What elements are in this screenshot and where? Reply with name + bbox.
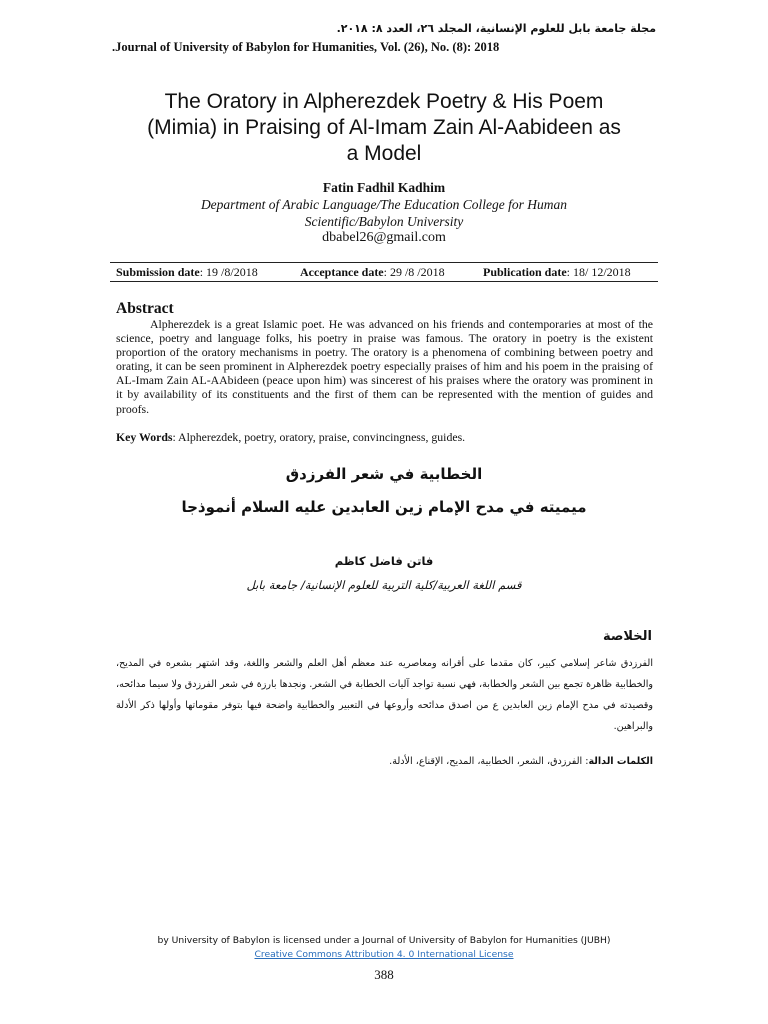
paper-title xyxy=(110,89,658,167)
arabic-keywords-text: : الفرزدق، الشعر، الخطابية، المديح، الإقناع، الأدلة. xyxy=(389,756,589,767)
page-number: 388 xyxy=(374,967,394,982)
acceptance-date-label: Acceptance date xyxy=(300,265,384,279)
title-line: (Mimia) in Praising of Al-Imam Zain Al-Aabideen as xyxy=(147,116,621,139)
abstract-heading: Abstract xyxy=(116,300,174,317)
publication-date xyxy=(483,263,631,281)
arabic-keywords-label: الكلمات الدالة xyxy=(588,756,653,767)
acceptance-date xyxy=(300,263,445,281)
affiliation-line: Scientific/Babylon University xyxy=(304,214,464,229)
title-line: The Oratory in Alpherezdek Poetry & His Poem xyxy=(164,90,604,113)
author-email: dbabel26@gmail.com xyxy=(322,230,446,245)
keywords-text: : Alpherezdek, poetry, oratory, praise, convincingness, guides. xyxy=(172,430,466,444)
arabic-author-name: فاتن فاضل كاظم xyxy=(334,554,434,568)
arabic-title-line1: الخطابية في شعر الفرزدق xyxy=(285,465,483,483)
submission-date xyxy=(116,263,258,281)
license-link[interactable]: Creative Commons Attribution 4. 0 International License xyxy=(254,949,514,960)
author-affiliation xyxy=(140,196,628,230)
license-text: by University of Babylon is licensed under a Journal of University of Babylon for Humanities (JUBH) xyxy=(157,935,611,946)
dates-bar xyxy=(110,262,658,282)
journal-header-arabic: مجلة جامعة بابل للعلوم الإنسانية، المجلد ٢٦، العدد ٨: ٢٠١٨. xyxy=(336,22,656,35)
author-name: Fatin Fadhil Kadhim xyxy=(322,180,446,195)
submission-date-value: : 19 /8/2018 xyxy=(199,265,258,279)
keywords-label: Key Words xyxy=(116,430,173,444)
arabic-abstract-body: الفرزدق شاعر إسلامي كبير، كان مقدما على أقرانه ومعاصريه عند معظم أهل العلم والشعر واللغة، وقد اشتهر بشعره في المديح، والخطابية ظاهرة تجمع بين الشعر والخطابة، فهي نسبة تواجد آليات الخطابة في الشعر. ونجدها بارزة في شعر الفرزدق ولا سيما مدائحه، وقصيدته في مدح الإمام زين العابدين ع من اصدق مدائحه وأروعها في التعبير والخطابية واضحة فيها بتوفر مقوماتها وأولها ذكر الأدلة والبراهين. xyxy=(116,658,653,732)
arabic-abstract-heading: الخلاصة xyxy=(602,629,652,644)
affiliation-line: Department of Arabic Language/The Education College for Human xyxy=(200,197,568,212)
publication-date-value: : 18/ 12/2018 xyxy=(566,265,631,279)
abstract-body: Alpherezdek is a great Islamic poet. He was advanced on his friends and contemporaries at most of the science, poetry and language folks, his poetry in praise was famous. The oratory in poetry is the existent proportion of the oratory mechanisms in poetry. The oratory is a phenomena of combining between poetry and orating, it can be seen prominent in Alpherezdek poetry especially praises of him and his poem in the praising of AL-Imam Zain AL-AAbideen (peace upon him) was sincerest of his praises where the oratory was prominent in it by availability of its constituents and the first of them can be represented with the mention of guides and proofs. xyxy=(116,317,653,416)
keywords xyxy=(116,430,653,445)
title-line: a Model xyxy=(346,142,422,165)
arabic-keywords xyxy=(116,756,653,767)
arabic-title-line2: ميميته في مدح الإمام زين العابدين عليه السلام أنموذجا xyxy=(181,498,587,516)
acceptance-date-value: : 29 /8 /2018 xyxy=(383,265,445,279)
submission-date-label: Submission date xyxy=(116,265,200,279)
arabic-affiliation: قسم اللغة العربية/كلية التربية للعلوم الإنسانية/ جامعة بابل xyxy=(246,578,522,592)
journal-header-english: .Journal of University of Babylon for Humanities, Vol. (26), No. (8): 2018 xyxy=(112,40,500,54)
publication-date-label: Publication date xyxy=(483,265,567,279)
